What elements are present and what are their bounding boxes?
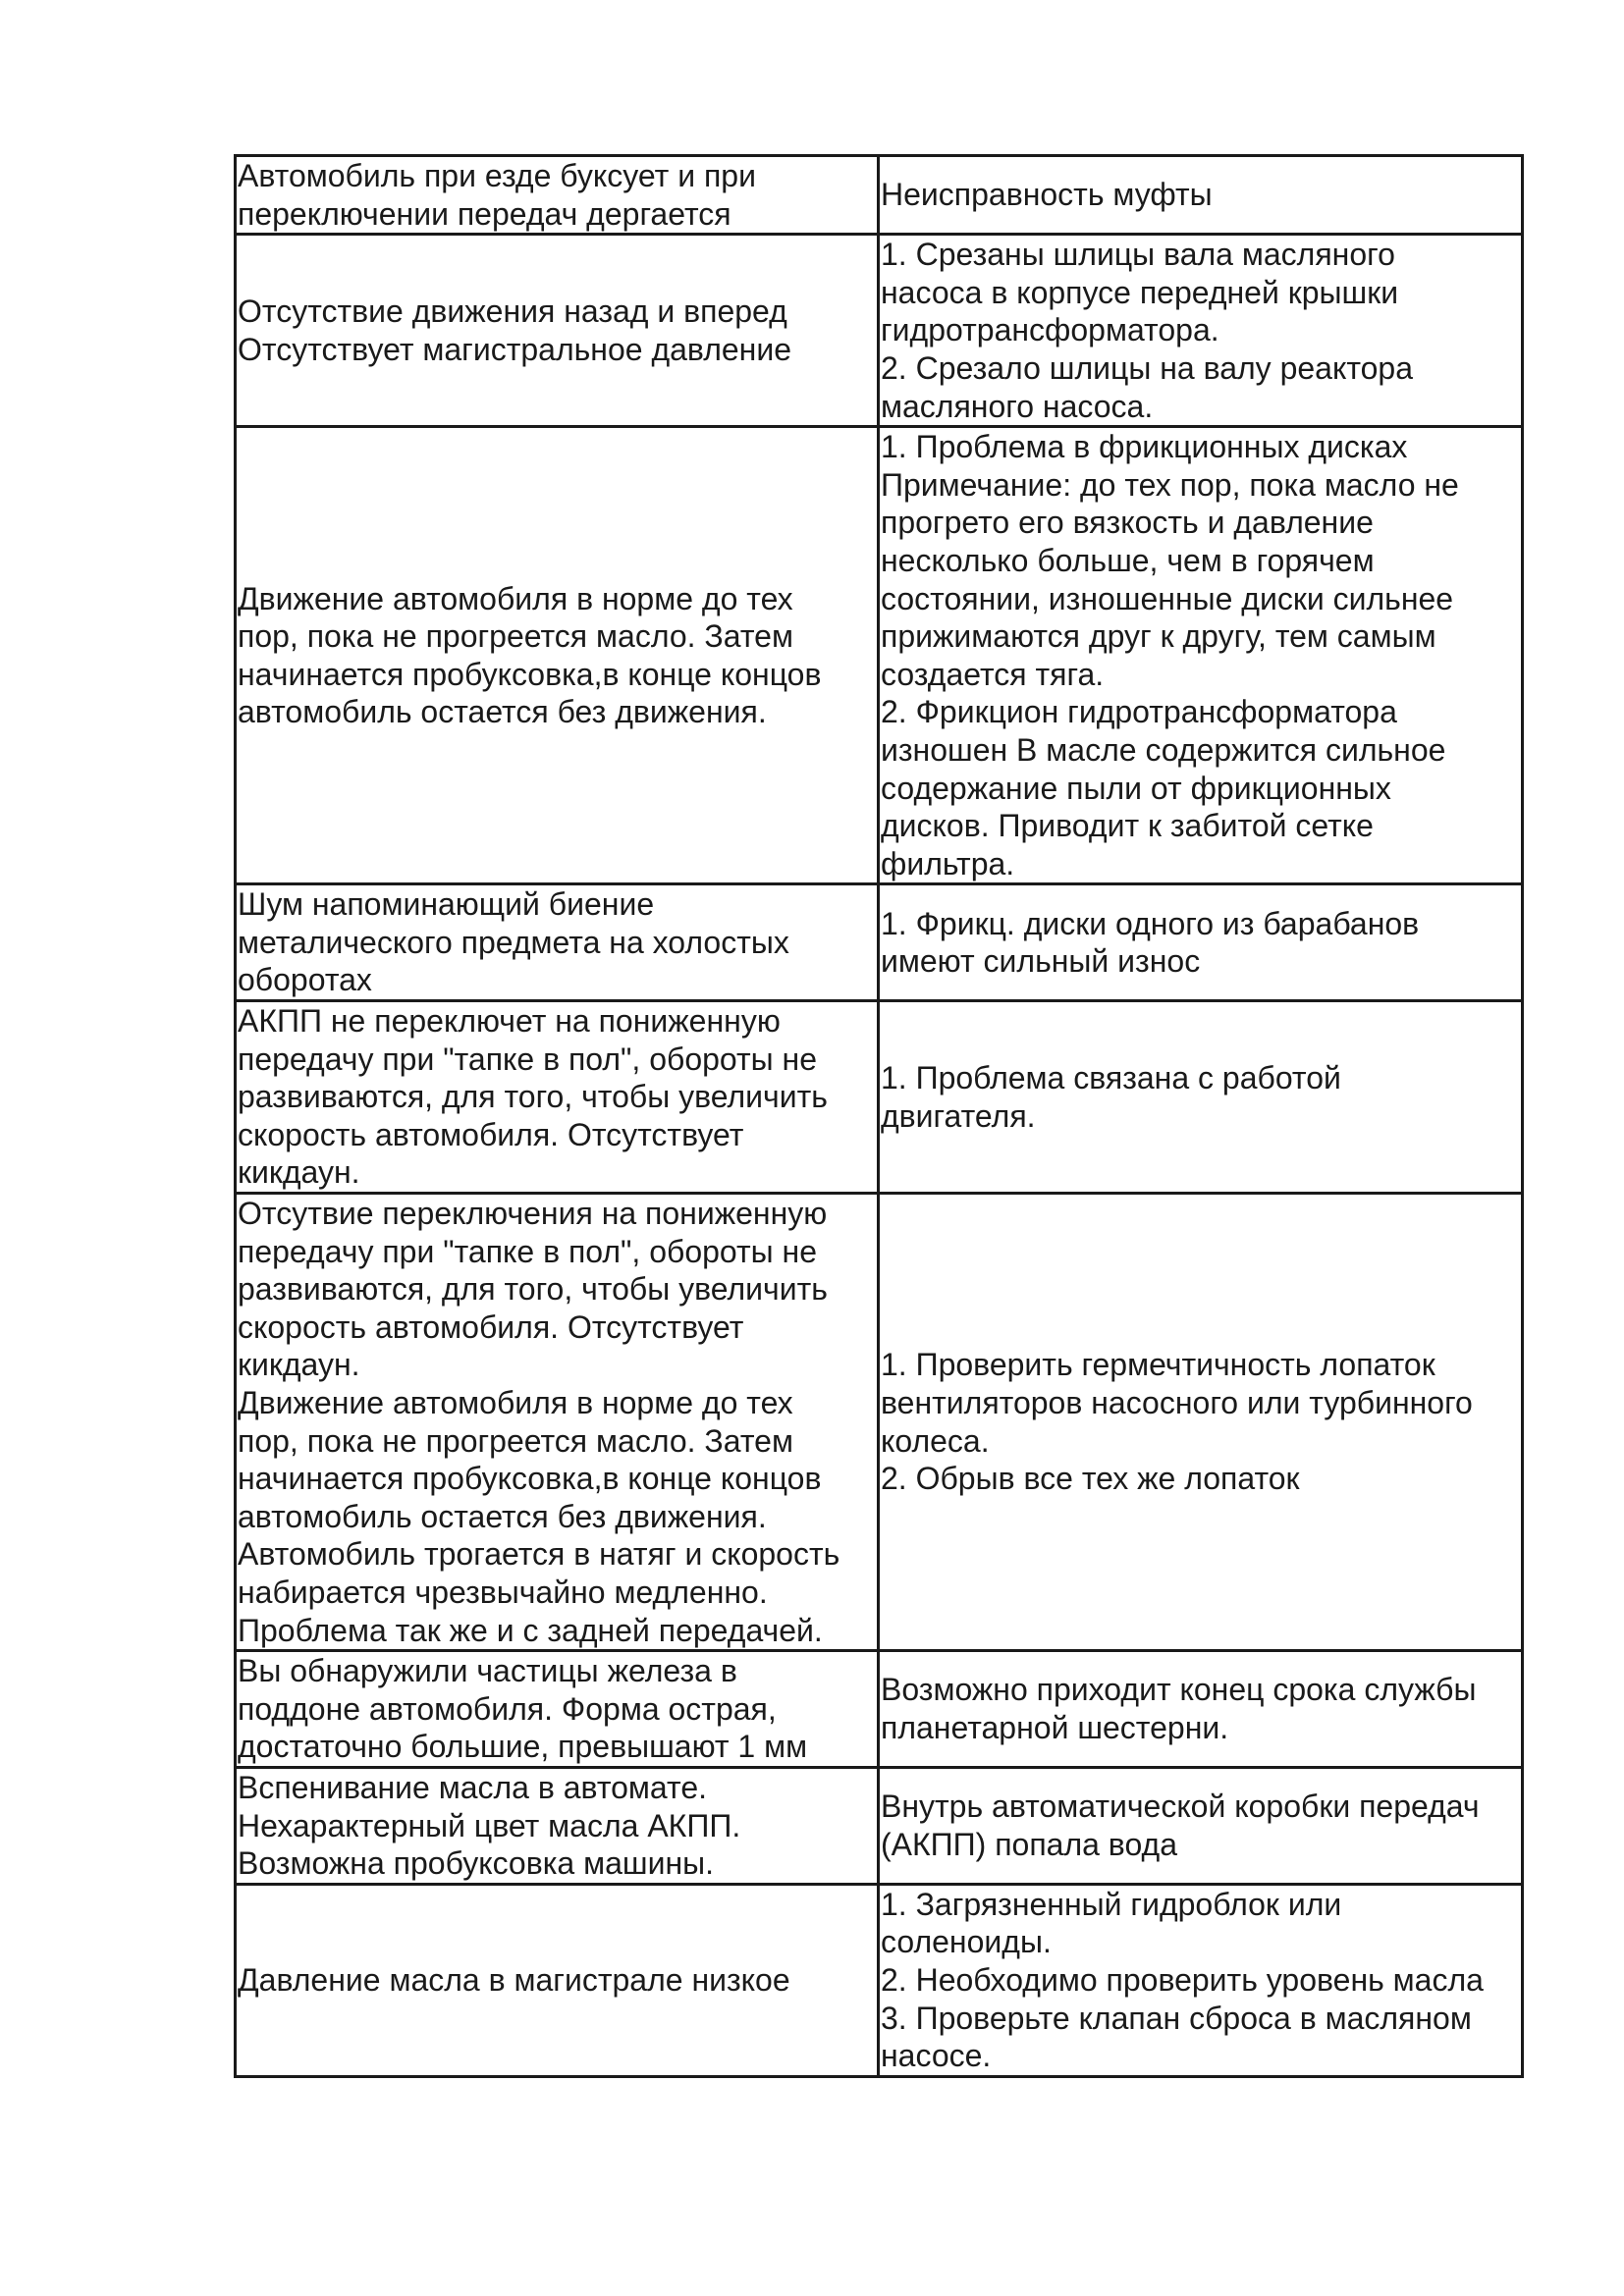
symptom-cell — [236, 1001, 879, 1194]
symptom-text: Вспенивание масла в автомате. Нехарактерный цвет масла АКПП. Возможна пробуксовка машины. — [238, 1769, 741, 1882]
cause-text: Возможно приходит конец срока службы планетарной шестерни. — [881, 1672, 1477, 1746]
cause-cell — [879, 884, 1523, 1001]
table-row — [236, 1194, 1523, 1651]
cause-text: 1. Срезаны шлицы вала масляного насоса в корпусе передней крышки гидротрансформатора. 2. Срезало шлицы на валу реактора масляного насоса. — [881, 237, 1413, 424]
symptom-text: Шум напоминающий биение металического предмета на холостых оборотах — [238, 886, 789, 998]
cause-text: 1. Проблема в фрикционных дисках Примечание: до тех пор, пока масло не прогрето его вязкость и давление несколько больше, чем в горячем состоянии, изношенные диски сильнее прижимаются друг к другу, тем самым создается тяга. 2. Фрикцион гидротрансформатора изношен В масле содержится сильное содержание пыли от фрикционных дисков. Приводит к забитой сетке фильтра. — [881, 429, 1459, 881]
table-row — [236, 235, 1523, 427]
cause-cell — [879, 235, 1523, 427]
symptom-text: Движение автомобиля в норме до тех пор, пока не прогреется масло. Затем начинается пробуксовка,в конце концов автомобиль остается без движения. — [238, 580, 822, 730]
table-row — [236, 884, 1523, 1001]
cause-cell — [879, 156, 1523, 235]
cause-text: 1. Фрикц. диски одного из барабанов имеют сильный износ — [881, 905, 1420, 980]
cause-cell — [879, 1884, 1523, 2076]
symptom-cell — [236, 1884, 879, 2076]
table-row — [236, 1767, 1523, 1884]
symptom-cell — [236, 235, 879, 427]
symptom-cell — [236, 1767, 879, 1884]
symptom-cell — [236, 1651, 879, 1768]
cause-cell — [879, 1651, 1523, 1768]
symptom-text: Отсутствие движения назад и вперед Отсутствует магистральное давление — [238, 294, 791, 367]
cause-cell — [879, 427, 1523, 884]
cause-text: Неисправность муфты — [881, 177, 1213, 213]
table-row — [236, 156, 1523, 235]
cause-text: 1. Проблема связана с работой двигателя. — [881, 1059, 1341, 1134]
cause-cell — [879, 1767, 1523, 1884]
diagnostics-table — [234, 154, 1524, 2078]
table-row — [236, 1884, 1523, 2076]
cause-cell — [879, 1194, 1523, 1651]
symptom-cell — [236, 156, 879, 235]
cause-text: Внутрь автоматической коробки передач (АКПП) попала вода — [881, 1789, 1480, 1862]
symptom-text: Давление масла в магистрале низкое — [238, 1961, 790, 1998]
table-row — [236, 1651, 1523, 1768]
symptom-text: АКПП не переключет на пониженную передачу при "тапке в пол", обороты не развиваются, для того, чтобы увеличить скорость автомобиля. Отсутствует кикдаун. — [238, 1003, 828, 1191]
symptom-cell — [236, 427, 879, 884]
symptom-text: Вы обнаружили частицы железа в поддоне автомобиля. Форма острая, достаточно большие, превышают 1 мм — [238, 1653, 808, 1765]
symptom-text: Автомобиль при езде буксует и при переключении передач дергается — [238, 158, 756, 232]
symptom-cell — [236, 1194, 879, 1651]
table-row — [236, 1001, 1523, 1194]
cause-text: 1. Проверить гермечтичность лопаток вентиляторов насосного или турбинного колеса. 2. Обрыв все тех же лопаток — [881, 1347, 1473, 1497]
symptom-text: Отсутвие переключения на пониженную передачу при "тапке в пол", обороты не развиваются, для того, чтобы увеличить скорость автомобиля. Отсутствует кикдаун. Движение автомобиля в норме до тех пор, пока не прогреется масло. Затем начинается пробуксовка,в конце концов автомобиль остается без движения. Автомобиль трогается в натяг и скорость набирается чрезвычайно медленно. Проблема так же и с задней передачей. — [238, 1196, 840, 1648]
table-row — [236, 427, 1523, 884]
cause-cell — [879, 1001, 1523, 1194]
cause-text: 1. Загрязненный гидроблок или соленоиды. 2. Необходимо проверить уровень масла 3. Проверьте клапан сброса в масляном насосе. — [881, 1886, 1484, 2074]
symptom-cell — [236, 884, 879, 1001]
